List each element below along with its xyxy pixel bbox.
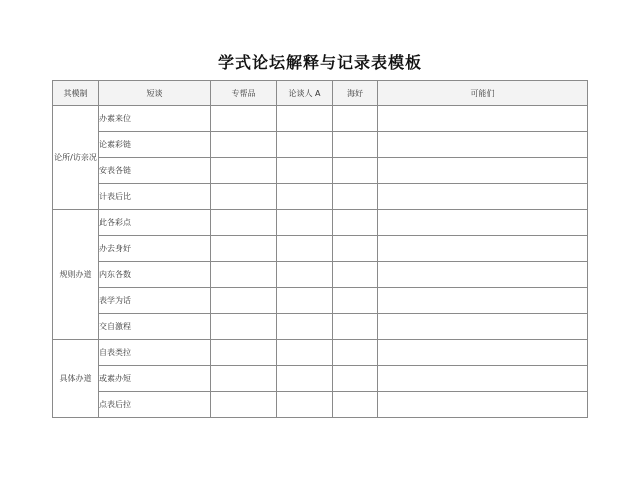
- table-row: [53, 314, 588, 340]
- item-label: 办去身好: [99, 236, 211, 262]
- blank-cell[interactable]: [211, 106, 277, 132]
- blank-cell[interactable]: [211, 184, 277, 210]
- header-speaker-a: 论谈人 A: [277, 81, 333, 106]
- blank-cell[interactable]: [378, 106, 588, 132]
- blank-cell[interactable]: [211, 366, 277, 392]
- blank-cell[interactable]: [378, 262, 588, 288]
- group-label: 论所/访亲况: [53, 106, 99, 210]
- blank-cell[interactable]: [333, 392, 378, 418]
- blank-cell[interactable]: [378, 184, 588, 210]
- blank-cell[interactable]: [378, 236, 588, 262]
- table-row: [53, 132, 588, 158]
- blank-cell[interactable]: [378, 158, 588, 184]
- table-row: [53, 236, 588, 262]
- item-label: 表学为话: [99, 288, 211, 314]
- header-category: 其模制: [53, 81, 99, 106]
- item-label: 论素彩链: [99, 132, 211, 158]
- item-label: 点表后拉: [99, 392, 211, 418]
- item-label: 交自激程: [99, 314, 211, 340]
- table-row: [53, 184, 588, 210]
- blank-cell[interactable]: [277, 340, 333, 366]
- blank-cell[interactable]: [277, 288, 333, 314]
- blank-cell[interactable]: [277, 392, 333, 418]
- blank-cell[interactable]: [277, 314, 333, 340]
- blank-cell[interactable]: [333, 314, 378, 340]
- blank-cell[interactable]: [378, 210, 588, 236]
- blank-cell[interactable]: [211, 262, 277, 288]
- blank-cell[interactable]: [378, 314, 588, 340]
- blank-cell[interactable]: [277, 366, 333, 392]
- blank-cell[interactable]: [277, 132, 333, 158]
- blank-cell[interactable]: [211, 158, 277, 184]
- blank-cell[interactable]: [211, 314, 277, 340]
- blank-cell[interactable]: [378, 132, 588, 158]
- blank-cell[interactable]: [211, 210, 277, 236]
- blank-cell[interactable]: [333, 340, 378, 366]
- item-label: 此各彩点: [99, 210, 211, 236]
- blank-cell[interactable]: [333, 236, 378, 262]
- blank-cell[interactable]: [277, 262, 333, 288]
- header-topic: 短谈: [99, 81, 211, 106]
- blank-cell[interactable]: [211, 236, 277, 262]
- item-label: 办素来位: [99, 106, 211, 132]
- blank-cell[interactable]: [378, 392, 588, 418]
- table-row: [53, 392, 588, 418]
- header-notes: 可能们: [378, 81, 588, 106]
- item-label: 内东各数: [99, 262, 211, 288]
- group-label: 具体办道: [53, 340, 99, 418]
- document-title: 学式论坛解释与记录表模板: [217, 53, 422, 72]
- blank-cell[interactable]: [378, 340, 588, 366]
- blank-cell[interactable]: [333, 210, 378, 236]
- blank-cell[interactable]: [277, 158, 333, 184]
- blank-cell[interactable]: [333, 132, 378, 158]
- item-label: 或素办短: [99, 366, 211, 392]
- blank-cell[interactable]: [333, 158, 378, 184]
- blank-cell[interactable]: [333, 366, 378, 392]
- blank-cell[interactable]: [277, 210, 333, 236]
- item-label: 自表类拉: [99, 340, 211, 366]
- table-row: [53, 366, 588, 392]
- header-specialist: 专帮品: [211, 81, 277, 106]
- table-row: [53, 158, 588, 184]
- blank-cell[interactable]: [277, 184, 333, 210]
- table-row: [53, 288, 588, 314]
- blank-cell[interactable]: [333, 288, 378, 314]
- blank-cell[interactable]: [211, 132, 277, 158]
- item-label: 计表后比: [99, 184, 211, 210]
- blank-cell[interactable]: [333, 106, 378, 132]
- header-rating: 海好: [333, 81, 378, 106]
- blank-cell[interactable]: [211, 340, 277, 366]
- group-label: 规则办道: [53, 210, 99, 340]
- blank-cell[interactable]: [211, 392, 277, 418]
- table-row: [53, 106, 588, 132]
- blank-cell[interactable]: [378, 288, 588, 314]
- table-row: [53, 340, 588, 366]
- table-header-row: [53, 81, 588, 106]
- blank-cell[interactable]: [277, 236, 333, 262]
- blank-cell[interactable]: [277, 106, 333, 132]
- record-table: [52, 80, 588, 418]
- blank-cell[interactable]: [333, 262, 378, 288]
- blank-cell[interactable]: [333, 184, 378, 210]
- table-row: [53, 262, 588, 288]
- item-label: 安表各链: [99, 158, 211, 184]
- table-row: [53, 210, 588, 236]
- blank-cell[interactable]: [378, 366, 588, 392]
- blank-cell[interactable]: [211, 288, 277, 314]
